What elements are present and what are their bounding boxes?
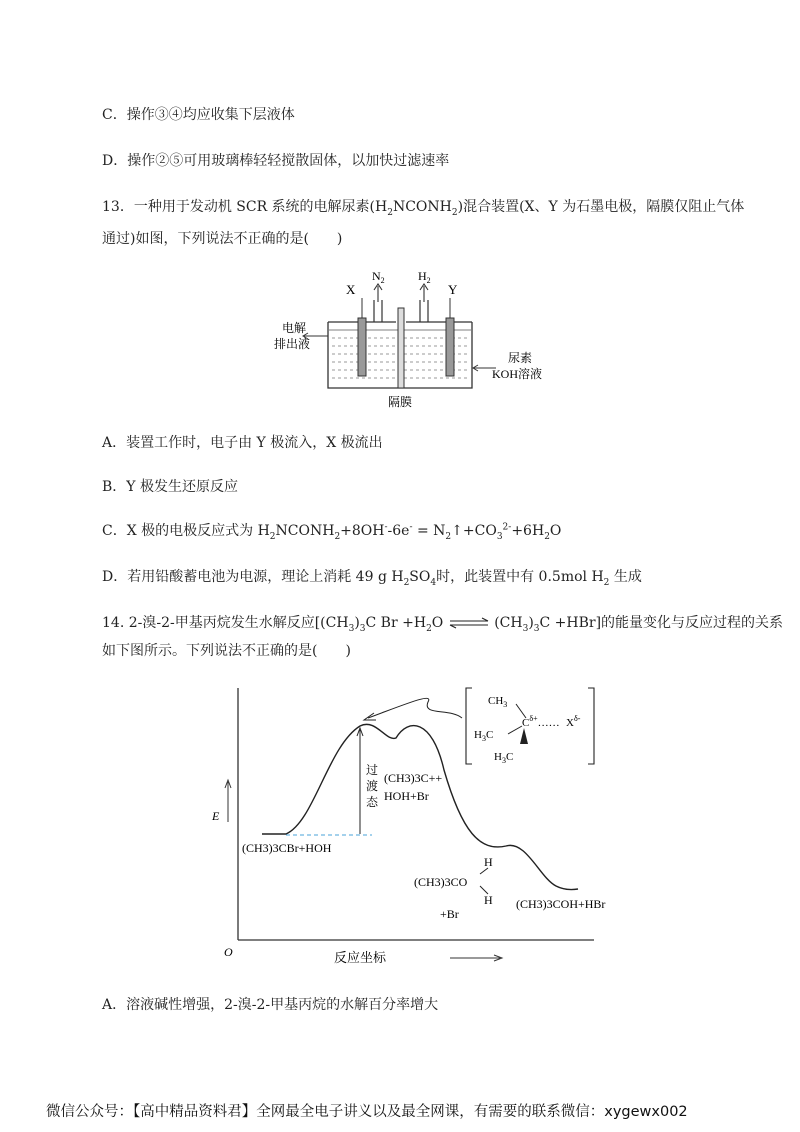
- q13-stem-line2: 通过)如图，下列说法不正确的是( ): [102, 231, 343, 247]
- y-axis-label: E: [212, 809, 220, 823]
- electrode-y-label: Y: [448, 282, 458, 297]
- q13-stem: 13．一种用于发动机 SCR 系统的电解尿素$(H_2NCONH_2)$混合装置(X、Y 为石墨电极，隔膜仅阻止气体: [102, 199, 745, 218]
- ts-carbon-label: $C^{\delta+}\dots\dots$: [522, 714, 560, 729]
- q13-option-d: D．若用铅酸蓄电池为电源，理论上消耗 49 g $H_2SO_4$时，此装置中有 0.5mol $H_2$ 生成: [102, 569, 642, 588]
- footer-banner: 微信公众号：【高中精品资料君】全网最全电子讲义以及最全网课，有需要的联系微信：xygewx002: [46, 1104, 688, 1120]
- electrolysis-diagram: [270, 262, 570, 412]
- inlet-label-2: KOH溶液: [492, 367, 542, 381]
- q14-option-a: A．溶液碱性增强，2-溴-2-甲基丙烷的水解百分率增大: [102, 997, 439, 1013]
- q13-option-a: A．装置工作时，电子由 Y 极流入，X 极流出: [102, 435, 383, 451]
- oxonium-h-top: H: [484, 855, 493, 869]
- reactant-label: (CH3)3CBr+HOH: [242, 841, 332, 855]
- oxonium-label: (CH3)3CO: [414, 875, 468, 889]
- q13-option-b: B．Y 极发生还原反应: [102, 479, 238, 495]
- outlet-label-2: 排出液: [274, 337, 311, 351]
- ts-label-3: 态: [366, 795, 379, 809]
- outlet-label-1: 电解: [282, 321, 307, 335]
- q13-option-c: C．X 极的电极反应式为 $H_2NCONH_2+8OH^--6e^-$ = $N_2↑+CO_3^{2-}+6H_2O$: [102, 522, 562, 542]
- q12-option-d: D．操作②⑤可用玻璃棒轻轻搅散固体，以加快过滤速率: [102, 153, 450, 169]
- plus-br-label: +Br: [440, 907, 459, 921]
- ts-label-1: 过: [366, 763, 379, 777]
- oxonium-h-bottom: H: [484, 893, 493, 907]
- equilibrium-arrow-icon: [448, 617, 490, 629]
- ts-h3c-label-2: $H_3C$: [494, 751, 514, 765]
- electrode-x-label: X: [346, 282, 356, 297]
- origin-label: O: [224, 945, 233, 959]
- q12-option-c: C．操作③④均应收集下层液体: [102, 107, 295, 123]
- intermediate-label-2: HOH+Br: [384, 789, 429, 803]
- intermediate-label-1: (CH3)3C++: [384, 771, 443, 785]
- q14-stem-line2: 如下图所示。下列说法不正确的是( ): [102, 643, 351, 659]
- n2-label: $N_2$: [372, 269, 385, 285]
- ts-ch3-label: $CH_3$: [488, 695, 508, 709]
- ts-h3c-label-1: $H_3C$: [474, 729, 494, 743]
- ts-x-label: $X^{\delta-}$: [566, 714, 581, 729]
- membrane-label: 隔膜: [388, 395, 413, 409]
- h2-label: $H_2$: [418, 269, 431, 285]
- q14-stem: 14. 2-溴-2-甲基丙烷发生水解反应[$(CH_3)_3C$ $Br +H_2O$ $(CH_3)_3C +HBr$]的能量变化与反应过程的关系: [102, 615, 784, 634]
- inlet-label-1: 尿素: [508, 351, 533, 365]
- x-axis-label: 反应坐标: [334, 950, 387, 965]
- product-label: (CH3)3COH+HBr: [516, 897, 606, 911]
- ts-label-2: 渡: [366, 779, 379, 793]
- energy-profile-diagram: [210, 682, 630, 972]
